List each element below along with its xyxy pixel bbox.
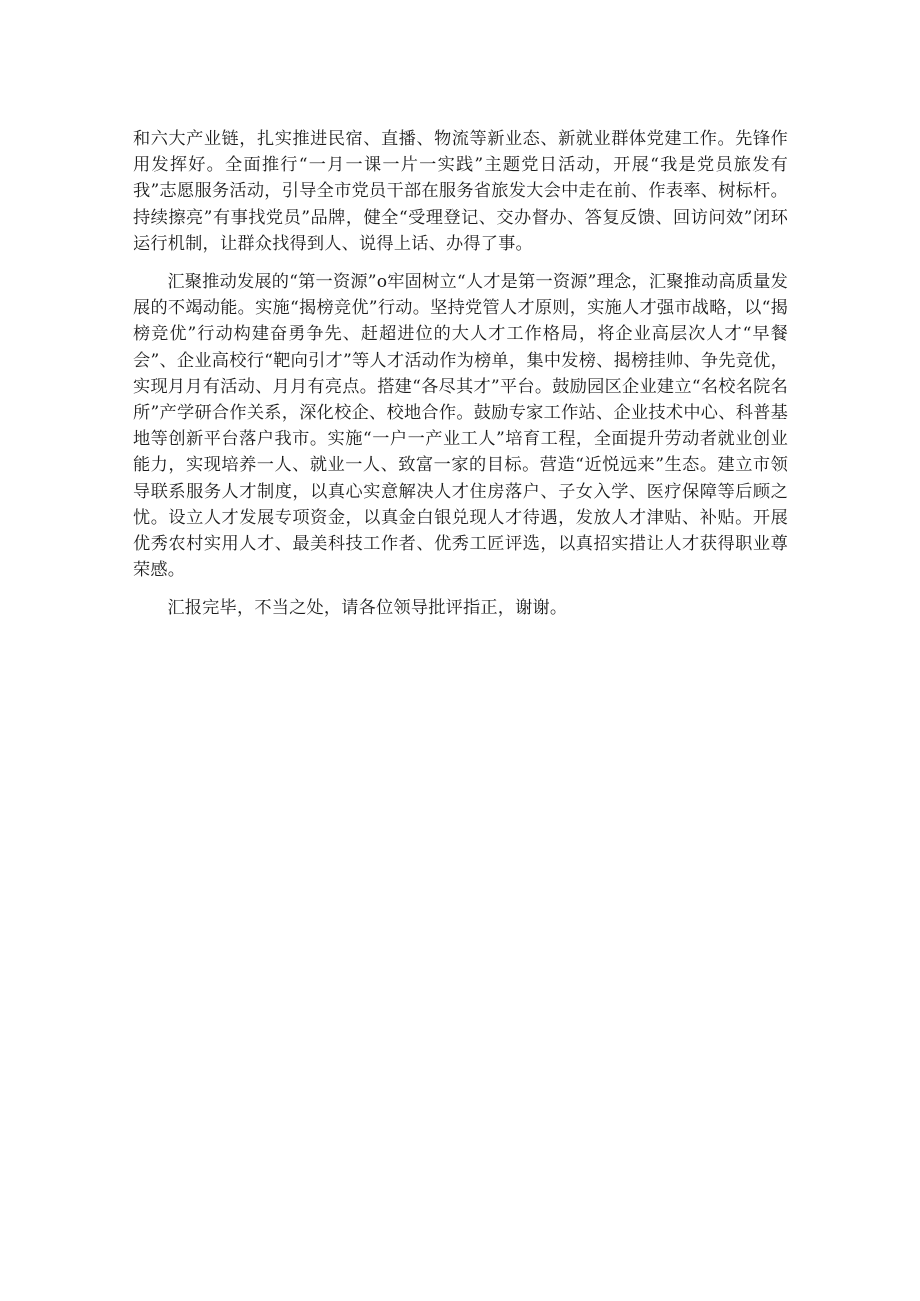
paragraph-talent: 汇聚推动发展的“第一资源”o牢固树立“人才是第一资源”理念，汇聚推动高质量发展的不竭动能。实施“揭榜竞优”行动。坚持党管人才原则，实施人才强市战略，以“揭榜竞优”行动构建奋勇争先、赶超进位的大人才工作格局，将企业高层次人才“早餐会”、企业高校行“靶向引才”等人才活动作为榜单，集中发榜、揭榜挂帅、争先竞优，实现月月有活动、月月有亮点。搭建“各尽其才”平台。鼓励园区企业建立“名校名院名所”产学研合作关系，深化校企、校地合作。鼓励专家工作站、企业技术中心、科普基地等创新平台落户我市。实施“一户一产业工人”培育工程，全面提升劳动者就业创业能力，实现培养一人、就业一人、致富一家的目标。营造“近悦远来”生态。建立市领导联系服务人才制度，以真心实意解决人才住房落户、子女入学、医疗保障等后顾之忧。设立人才发展专项资金，以真金白银兑现人才待遇，发放人才津贴、补贴。开展优秀农村实用人才、最美科技工作者、优秀工匠评选，以真招实措让人才获得职业尊荣感。 [133,272,788,581]
document-body [133,126,788,622]
paragraph-party-building: 和六大产业链，扎实推进民宿、直播、物流等新业态、新就业群体党建工作。先锋作用发挥好。全面推行“一月一课一片一实践”主题党日活动，开展“我是党员旅发有我”志愿服务活动，引导全市党员干部在服务省旅发大会中走在前、作表率、树标杆。持续擦亮”有事找党员”品牌，健全“受理登记、交办督办、答复反馈、回访问效”闭环运行机制，让群众找得到人、说得上话、办得了事。 [133,129,788,254]
paragraph-closing: 汇报完毕，不当之处，请各位领导批评指正，谢谢。 [167,598,568,619]
paragraph-gap [133,257,788,269]
paragraph-gap [133,583,788,595]
